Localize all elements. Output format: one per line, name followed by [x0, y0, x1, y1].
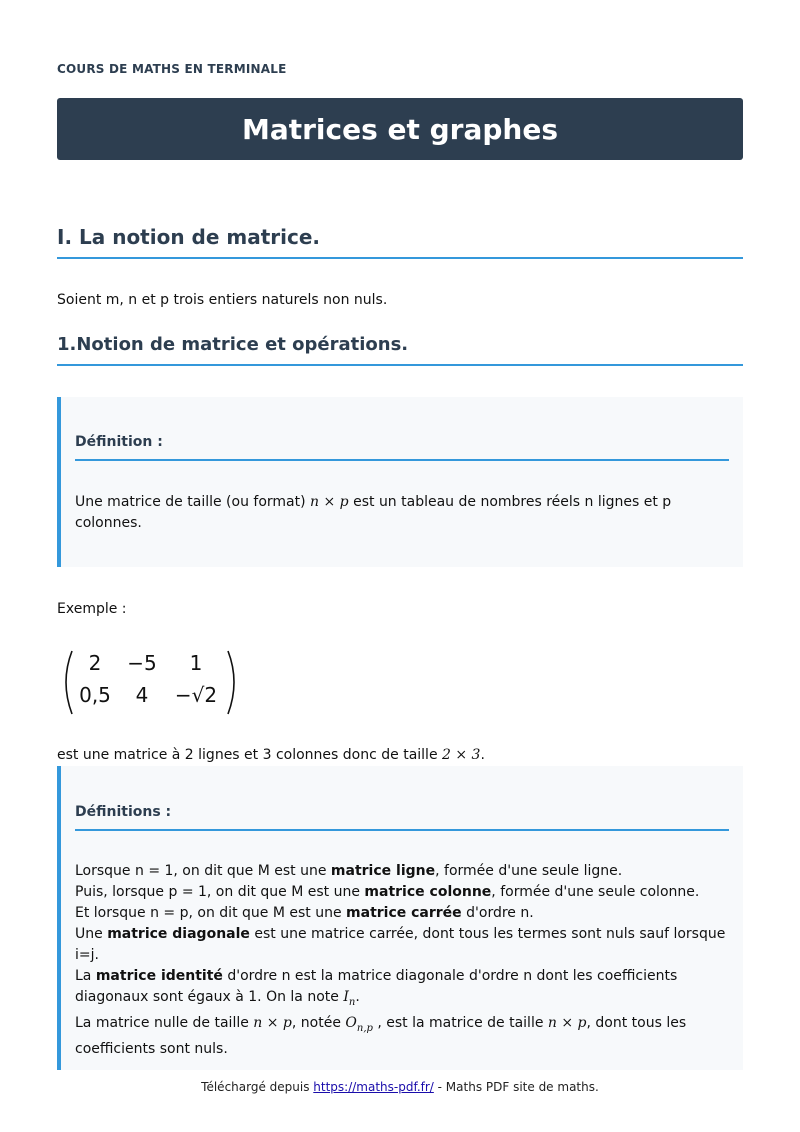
definitions-text	[75, 861, 729, 1060]
matrix-cell: 0,5	[79, 683, 111, 707]
matrix-cell: 4	[135, 683, 149, 707]
course-kicker: COURS DE MATHS EN TERMINALE	[57, 62, 287, 76]
section-heading: I. La notion de matrice.	[57, 225, 743, 259]
example-caption: est une matrice à 2 lignes et 3 colonnes donc de taille 2 × 3.	[57, 747, 485, 763]
example-label: Exemple :	[57, 601, 127, 617]
matrix-right-paren	[228, 651, 234, 714]
matrix-cell: −√2	[174, 683, 218, 707]
math-2-times-3: 2 × 3	[442, 747, 481, 763]
footer: Téléchargé depuis https://maths-pdf.fr/ - Maths PDF site de maths.	[201, 1080, 599, 1094]
subsection-heading: 1.Notion de matrice et opérations.	[57, 334, 743, 366]
def-line-diagonal: Une matrice diagonale est une matrice carrée, dont tous les termes sont nuls sauf lorsque i=j.	[75, 926, 726, 963]
intro-text: Soient m, n et p trois entiers naturels non nuls.	[57, 292, 388, 308]
def-line-row: Lorsque n = 1, on dit que M est une matrice ligne, formée d'une seule ligne.	[75, 863, 623, 879]
definition-text: Une matrice de taille (ou format) n × p est un tableau de nombres réels n lignes et p colonnes.	[75, 494, 672, 531]
def-line-column: Puis, lorsque p = 1, on dit que M est une matrice colonne, formée d'une seule colonne.	[75, 884, 700, 900]
definition-box	[57, 397, 743, 567]
example-matrix	[60, 645, 240, 720]
def-line-null: La matrice nulle de taille n × p, notée $O_{n,p}$ , est la matrice de taille n × p, dont tous les coefficients sont nuls.	[75, 1014, 687, 1057]
definitions-box	[57, 766, 743, 1070]
def-line-square: Et lorsque n = p, on dit que M est une matrice carrée d'ordre n.	[75, 905, 534, 921]
matrix-cell: 1	[189, 651, 203, 675]
matrix-cell: 2	[88, 651, 102, 675]
def-line-identity: La matrice identité d'ordre n est la matrice diagonale d'ordre n dont les coefficients diagonaux sont égaux à 1. On la note $I_n$.	[75, 968, 678, 1008]
page-title: Matrices et graphes	[241, 112, 559, 146]
definition-heading: Définition :	[75, 434, 729, 461]
definitions-heading: Définitions :	[75, 804, 729, 831]
title-banner	[57, 98, 743, 160]
matrix-left-paren	[66, 651, 72, 714]
matrix-cell: −5	[127, 651, 157, 675]
footer-link[interactable]: https://maths-pdf.fr/	[313, 1080, 434, 1094]
math-n-times-p: n × p	[310, 494, 349, 510]
